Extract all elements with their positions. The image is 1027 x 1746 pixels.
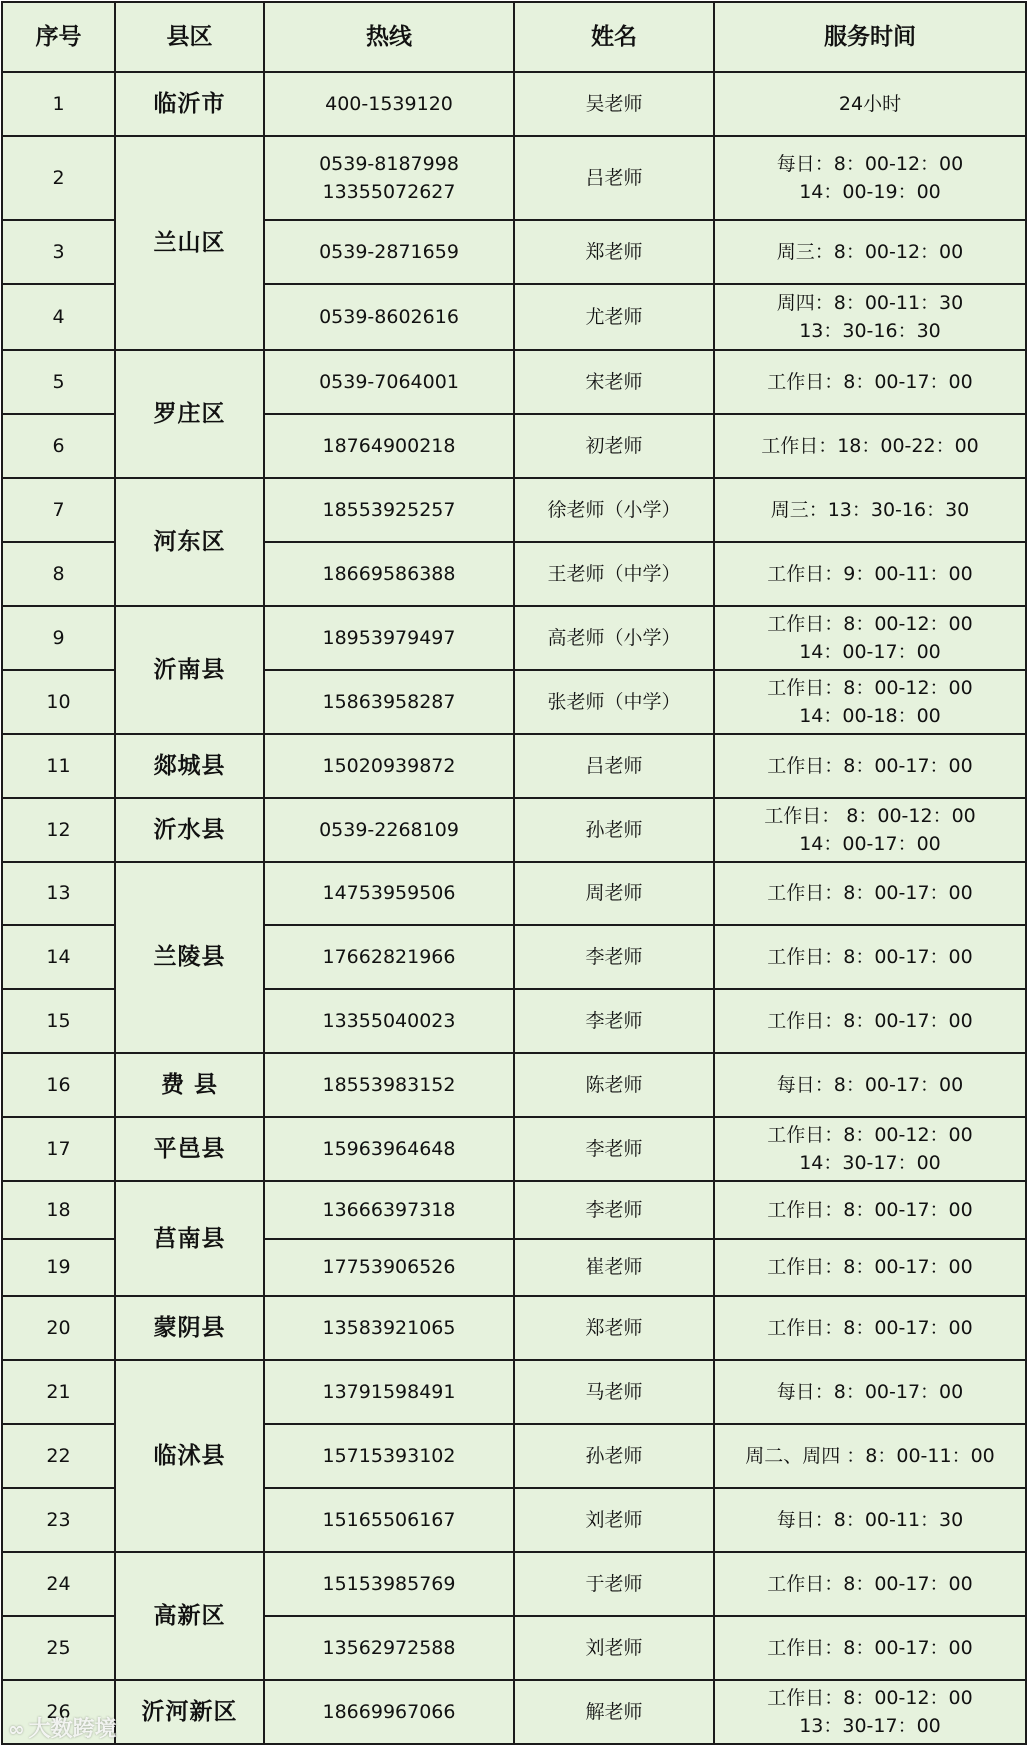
row-number: 19 <box>2 1239 115 1296</box>
contact-name-cell: 尤老师 <box>514 284 714 350</box>
service-time-cell <box>714 1181 1026 1238</box>
phone-number[interactable]: 15963964648 <box>322 1138 456 1161</box>
service-time-cell <box>714 670 1026 734</box>
service-time-cell <box>714 478 1026 542</box>
phone-cell <box>264 1239 514 1296</box>
table-row <box>2 734 1026 798</box>
phone-number[interactable]: 17753906526 <box>322 1256 456 1279</box>
service-time-line: 13：30-17：00 <box>799 1714 941 1737</box>
phone-number[interactable]: 14753959506 <box>322 882 456 905</box>
hotline-table <box>1 1 1027 1745</box>
service-time-cell <box>714 606 1026 670</box>
table-row <box>2 862 1026 926</box>
service-time-line: 工作日：8：00-17：00 <box>767 1636 973 1659</box>
row-number: 9 <box>2 606 115 670</box>
phone-cell <box>264 220 514 284</box>
service-time-line: 周三：13：30-16：30 <box>770 498 970 521</box>
phone-cell <box>264 1680 514 1744</box>
service-time-cell <box>714 1488 1026 1552</box>
contact-name-cell: 郑老师 <box>514 220 714 284</box>
phone-cell <box>264 284 514 350</box>
row-number: 4 <box>2 284 115 350</box>
county-cell: 兰山区 <box>115 136 264 350</box>
table-row <box>2 1360 1026 1424</box>
service-time-line: 工作日：18：00-22：00 <box>761 434 979 457</box>
contact-name-cell: 王老师（中学） <box>514 542 714 606</box>
service-time-cell <box>714 284 1026 350</box>
contact-name-cell: 吕老师 <box>514 136 714 220</box>
service-time-line: 14：00-18：00 <box>799 704 941 727</box>
phone-number[interactable]: 18764900218 <box>322 434 456 457</box>
service-time-line: 工作日：8：00-17：00 <box>767 1572 973 1595</box>
service-time-line: 14：00-17：00 <box>799 832 941 855</box>
row-number: 14 <box>2 925 115 989</box>
contact-name-cell: 于老师 <box>514 1552 714 1616</box>
phone-cell <box>264 670 514 734</box>
service-time-line: 工作日：8：00-12：00 <box>767 1686 973 1709</box>
service-time-line: 工作日：8：00-17：00 <box>767 1198 973 1221</box>
service-time-cell <box>714 72 1026 136</box>
service-time-line: 每日：8：00-17：00 <box>776 1074 964 1097</box>
phone-number[interactable]: 15715393102 <box>322 1444 456 1467</box>
table-row <box>2 1117 1026 1181</box>
service-time-line: 周四：8：00-11：30 <box>776 291 964 314</box>
service-time-cell <box>714 1053 1026 1117</box>
county-cell: 沂水县 <box>115 798 264 862</box>
watermark-text: 大数跨境 <box>28 1717 117 1742</box>
contact-name-cell: 崔老师 <box>514 1239 714 1296</box>
table-header-row <box>2 2 1026 72</box>
table-row <box>2 798 1026 862</box>
table-row <box>2 1552 1026 1616</box>
service-time-line: 工作日：8：00-17：00 <box>767 882 973 905</box>
table-row <box>2 1680 1026 1744</box>
table-row <box>2 136 1026 220</box>
county-cell: 沂河新区 <box>115 1680 264 1744</box>
row-number: 8 <box>2 542 115 606</box>
header-no: 序号 <box>2 2 115 72</box>
service-time-line: 工作日：8：00-17：00 <box>767 1316 973 1339</box>
phone-number[interactable]: 0539-7064001 <box>319 370 459 393</box>
row-number: 12 <box>2 798 115 862</box>
phone-number[interactable]: 17662821966 <box>322 946 456 969</box>
service-time-cell <box>714 542 1026 606</box>
service-time-line: 工作日： 8：00-12：00 <box>764 804 976 827</box>
phone-number[interactable]: 15153985769 <box>322 1572 456 1595</box>
row-number: 20 <box>2 1296 115 1360</box>
contact-name-cell: 郑老师 <box>514 1296 714 1360</box>
service-time-cell <box>714 220 1026 284</box>
phone-cell <box>264 414 514 478</box>
county-cell: 费 县 <box>115 1053 264 1117</box>
phone-number[interactable]: 13666397318 <box>322 1198 456 1221</box>
contact-name-cell: 刘老师 <box>514 1488 714 1552</box>
county-cell: 河东区 <box>115 478 264 606</box>
contact-name-cell: 陈老师 <box>514 1053 714 1117</box>
phone-number[interactable]: 15863958287 <box>322 690 456 713</box>
service-time-cell <box>714 1296 1026 1360</box>
contact-name-cell: 李老师 <box>514 925 714 989</box>
phone-cell <box>264 136 514 220</box>
county-cell: 蒙阴县 <box>115 1296 264 1360</box>
header-phone: 热线 <box>264 2 514 72</box>
row-number: 10 <box>2 670 115 734</box>
table-row <box>2 1181 1026 1238</box>
phone-cell <box>264 1181 514 1238</box>
phone-cell <box>264 989 514 1053</box>
phone-number[interactable]: 13791598491 <box>322 1380 456 1403</box>
phone-number[interactable]: 400-1539120 <box>325 92 453 115</box>
table-row <box>2 1296 1026 1360</box>
table-body <box>2 72 1026 1744</box>
contact-name-cell: 李老师 <box>514 1181 714 1238</box>
phone-cell <box>264 1053 514 1117</box>
contact-name-cell: 马老师 <box>514 1360 714 1424</box>
row-number: 5 <box>2 350 115 414</box>
contact-name-cell: 宋老师 <box>514 350 714 414</box>
service-time-line: 工作日：8：00-12：00 <box>767 1124 973 1147</box>
phone-number[interactable]: 18669967066 <box>322 1700 456 1723</box>
phone-number[interactable]: 18553925257 <box>322 498 456 521</box>
service-time-line: 周二、周四 ：8：00-11：00 <box>745 1444 995 1467</box>
service-time-cell <box>714 1680 1026 1744</box>
phone-number[interactable]: 15165506167 <box>322 1508 456 1531</box>
service-time-line: 24小时 <box>838 92 902 115</box>
contact-name-cell: 李老师 <box>514 1117 714 1181</box>
row-number: 13 <box>2 862 115 926</box>
row-number: 18 <box>2 1181 115 1238</box>
phone-number[interactable]: 15020939872 <box>322 754 456 777</box>
service-time-cell <box>714 989 1026 1053</box>
service-time-line: 工作日：8：00-17：00 <box>767 1256 973 1279</box>
phone-number[interactable]: 0539-8187998 <box>319 152 459 175</box>
phone-cell <box>264 606 514 670</box>
service-time-line: 工作日：8：00-12：00 <box>767 612 973 635</box>
phone-number[interactable]: 18953979497 <box>322 626 456 649</box>
contact-name-cell: 解老师 <box>514 1680 714 1744</box>
phone-cell <box>264 542 514 606</box>
contact-name-cell: 吴老师 <box>514 72 714 136</box>
county-cell: 罗庄区 <box>115 350 264 478</box>
county-cell: 临沭县 <box>115 1360 264 1552</box>
service-time-cell <box>714 1424 1026 1488</box>
service-time-line: 工作日：8：00-12：00 <box>767 676 973 699</box>
table-row <box>2 72 1026 136</box>
county-cell: 高新区 <box>115 1552 264 1680</box>
service-time-cell <box>714 798 1026 862</box>
service-time-cell <box>714 1360 1026 1424</box>
phone-cell <box>264 798 514 862</box>
service-time-cell <box>714 1239 1026 1296</box>
table-row <box>2 1053 1026 1117</box>
service-time-line: 每日：8：00-17：00 <box>776 1380 964 1403</box>
header-name: 姓名 <box>514 2 714 72</box>
service-time-line: 14：00-17：00 <box>799 640 941 663</box>
phone-number[interactable]: 18669586388 <box>322 562 456 585</box>
contact-name-cell: 初老师 <box>514 414 714 478</box>
table-row <box>2 350 1026 414</box>
service-time-line: 工作日：9：00-11：00 <box>767 562 973 585</box>
contact-name-cell: 张老师（中学） <box>514 670 714 734</box>
contact-name-cell: 徐老师（小学） <box>514 478 714 542</box>
phone-cell <box>264 1616 514 1680</box>
service-time-cell <box>714 925 1026 989</box>
header-county: 县区 <box>115 2 264 72</box>
phone-number[interactable]: 13583921065 <box>322 1316 456 1339</box>
phone-cell <box>264 734 514 798</box>
service-time-cell <box>714 1552 1026 1616</box>
phone-number[interactable]: 18553983152 <box>322 1074 456 1097</box>
service-time-line: 工作日：8：00-17：00 <box>767 754 973 777</box>
county-cell: 郯城县 <box>115 734 264 798</box>
contact-name-cell: 高老师（小学） <box>514 606 714 670</box>
service-time-line: 14：00-19：00 <box>799 180 941 203</box>
service-time-cell <box>714 862 1026 926</box>
phone-cell <box>264 72 514 136</box>
contact-name-cell: 孙老师 <box>514 1424 714 1488</box>
service-time-cell <box>714 1616 1026 1680</box>
row-number: 3 <box>2 220 115 284</box>
phone-cell <box>264 925 514 989</box>
service-time-line: 每日：8：00-12：00 <box>776 152 964 175</box>
phone-cell <box>264 1360 514 1424</box>
service-time-cell <box>714 734 1026 798</box>
phone-cell <box>264 350 514 414</box>
service-time-cell <box>714 414 1026 478</box>
row-number: 22 <box>2 1424 115 1488</box>
row-number: 11 <box>2 734 115 798</box>
contact-name-cell: 吕老师 <box>514 734 714 798</box>
service-time-cell <box>714 1117 1026 1181</box>
county-cell: 兰陵县 <box>115 862 264 1054</box>
phone-number[interactable]: 0539-8602616 <box>319 305 459 328</box>
contact-name-cell: 刘老师 <box>514 1616 714 1680</box>
header-time: 服务时间 <box>714 2 1026 72</box>
service-time-cell <box>714 350 1026 414</box>
row-number: 7 <box>2 478 115 542</box>
row-number: 16 <box>2 1053 115 1117</box>
table-row <box>2 606 1026 670</box>
phone-cell <box>264 1552 514 1616</box>
county-cell: 莒南县 <box>115 1181 264 1296</box>
service-time-line: 每日：8：00-11：30 <box>776 1508 964 1531</box>
phone-cell <box>264 862 514 926</box>
service-time-line: 工作日：8：00-17：00 <box>767 946 973 969</box>
row-number: 23 <box>2 1488 115 1552</box>
row-number: 26 <box>2 1680 115 1744</box>
service-time-line: 14：30-17：00 <box>799 1152 941 1175</box>
row-number: 15 <box>2 989 115 1053</box>
county-cell: 临沂市 <box>115 72 264 136</box>
contact-name-cell: 孙老师 <box>514 798 714 862</box>
phone-number[interactable]: 0539-2268109 <box>319 818 459 841</box>
row-number: 6 <box>2 414 115 478</box>
contact-name-cell: 周老师 <box>514 862 714 926</box>
phone-number[interactable]: 13355040023 <box>322 1010 456 1033</box>
row-number: 17 <box>2 1117 115 1181</box>
phone-cell <box>264 1488 514 1552</box>
service-time-cell <box>714 136 1026 220</box>
service-time-line: 工作日：8：00-17：00 <box>767 1010 973 1033</box>
row-number: 25 <box>2 1616 115 1680</box>
row-number: 24 <box>2 1552 115 1616</box>
table-row <box>2 478 1026 542</box>
county-cell: 平邑县 <box>115 1117 264 1181</box>
service-time-line: 13：30-16：30 <box>799 319 941 342</box>
watermark-logo-icon: ∞ <box>8 1717 25 1741</box>
phone-cell <box>264 1117 514 1181</box>
phone-number[interactable]: 13562972588 <box>322 1636 456 1659</box>
phone-cell <box>264 478 514 542</box>
phone-number[interactable]: 13355072627 <box>322 180 456 203</box>
row-number: 2 <box>2 136 115 220</box>
county-cell: 沂南县 <box>115 606 264 734</box>
phone-cell <box>264 1424 514 1488</box>
row-number: 1 <box>2 72 115 136</box>
service-time-line: 周三：8：00-12：00 <box>776 240 964 263</box>
contact-name-cell: 李老师 <box>514 989 714 1053</box>
row-number: 21 <box>2 1360 115 1424</box>
phone-cell <box>264 1296 514 1360</box>
service-time-line: 工作日：8：00-17：00 <box>767 370 973 393</box>
phone-number[interactable]: 0539-2871659 <box>319 240 459 263</box>
